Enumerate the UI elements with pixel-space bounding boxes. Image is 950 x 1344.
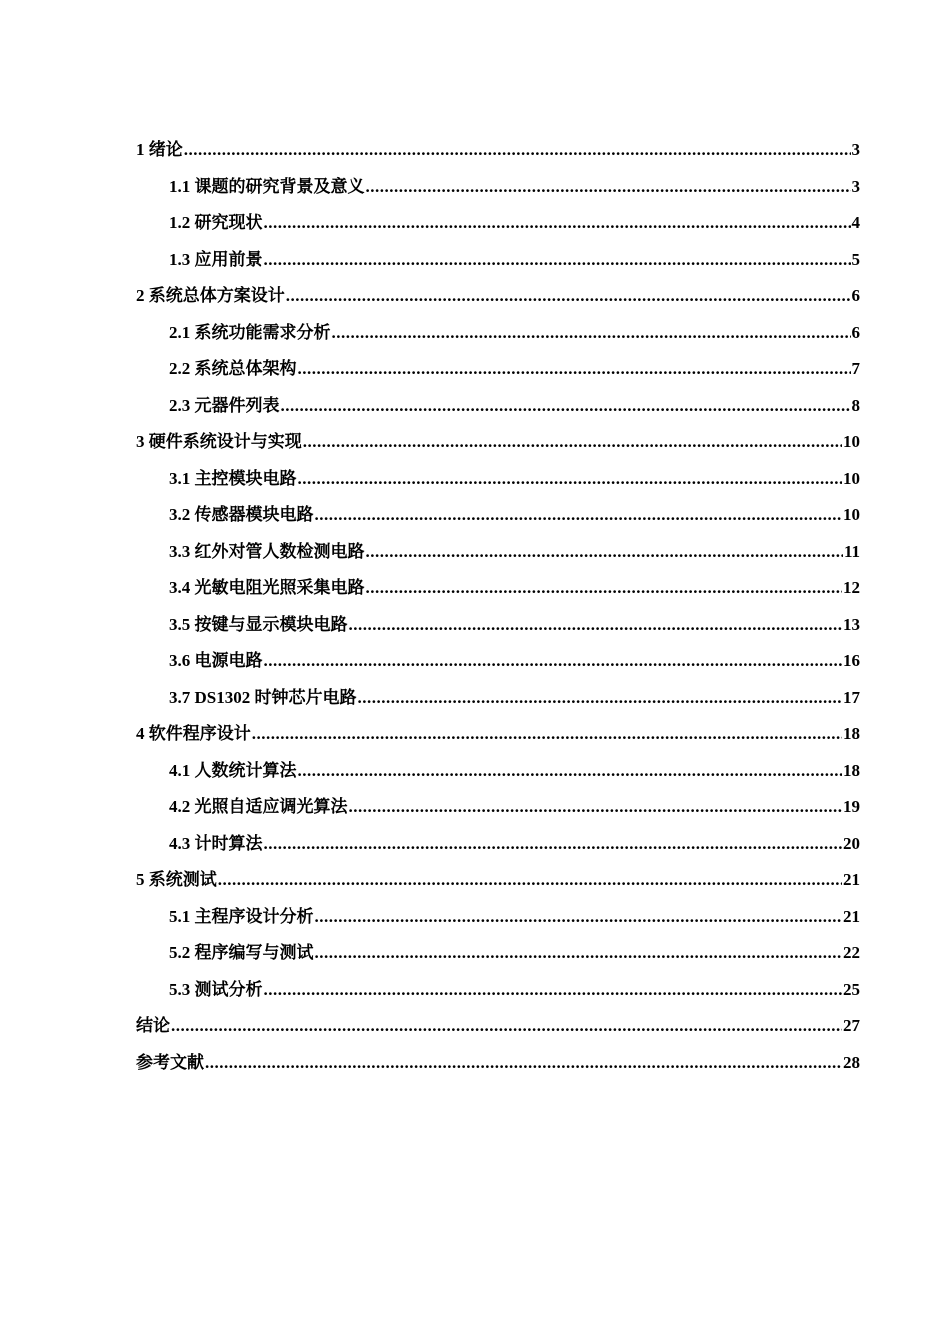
toc-entry-title: 3 硬件系统设计与实现 bbox=[136, 432, 302, 451]
dot-leader bbox=[357, 680, 842, 717]
toc-entry-title: 3.5 按键与显示模块电路 bbox=[169, 614, 348, 634]
toc-entry-title: 5.3 测试分析 bbox=[169, 979, 263, 999]
toc-entry-2-3[interactable] bbox=[136, 388, 860, 425]
toc-entry-title: 3.4 光敏电阻光照采集电路 bbox=[169, 578, 365, 597]
toc-entry-page: 13 bbox=[843, 614, 860, 634]
toc-entry-page: 18 bbox=[843, 760, 860, 780]
dot-leader bbox=[264, 205, 851, 242]
dot-leader bbox=[303, 424, 842, 461]
toc-entry-3-1[interactable] bbox=[136, 461, 860, 498]
table-of-contents bbox=[136, 132, 860, 1081]
toc-entry-page: 6 bbox=[851, 322, 860, 342]
toc-entry-page: 17 bbox=[843, 687, 860, 707]
dot-leader bbox=[366, 534, 843, 571]
toc-entry-conclusion[interactable] bbox=[136, 1008, 860, 1045]
toc-entry-title: 2.2 系统总体架构 bbox=[169, 359, 297, 378]
toc-entry-5-2[interactable] bbox=[136, 935, 860, 972]
toc-entry-page: 28 bbox=[843, 1052, 860, 1072]
toc-entry-2-2[interactable] bbox=[136, 351, 860, 388]
dot-leader bbox=[298, 351, 851, 388]
toc-entry-5[interactable] bbox=[136, 862, 860, 899]
dot-leader bbox=[315, 497, 843, 534]
toc-entry-5-1[interactable] bbox=[136, 899, 860, 936]
toc-entry-3-7[interactable] bbox=[136, 680, 860, 717]
toc-entry-title: 4 软件程序设计 bbox=[136, 724, 251, 743]
toc-entry-title: 2 系统总体方案设计 bbox=[136, 286, 285, 305]
toc-entry-page: 10 bbox=[843, 432, 860, 451]
toc-entry-1-1[interactable] bbox=[136, 169, 860, 206]
dot-leader bbox=[366, 570, 843, 607]
toc-entry-title: 3.7 DS1302 时钟芯片电路 bbox=[169, 687, 357, 707]
toc-entry-3[interactable] bbox=[136, 424, 860, 461]
toc-entry-page: 3 bbox=[851, 176, 860, 196]
dot-leader bbox=[315, 899, 843, 936]
toc-entry-3-3[interactable] bbox=[136, 534, 860, 571]
toc-entry-2[interactable] bbox=[136, 278, 860, 315]
toc-entry-title: 3.1 主控模块电路 bbox=[169, 468, 297, 488]
dot-leader bbox=[171, 1008, 842, 1045]
toc-entry-4-3[interactable] bbox=[136, 826, 860, 863]
dot-leader bbox=[332, 315, 851, 352]
toc-entry-title: 5 系统测试 bbox=[136, 870, 217, 889]
dot-leader bbox=[264, 826, 843, 863]
dot-leader bbox=[264, 972, 843, 1009]
dot-leader bbox=[286, 278, 851, 315]
toc-entry-page: 4 bbox=[851, 213, 860, 232]
toc-entry-title: 5.2 程序编写与测试 bbox=[169, 943, 314, 962]
toc-entry-4-1[interactable] bbox=[136, 753, 860, 790]
dot-leader bbox=[298, 753, 843, 790]
toc-entry-3-4[interactable] bbox=[136, 570, 860, 607]
toc-entry-page: 27 bbox=[843, 1016, 860, 1035]
dot-leader bbox=[349, 607, 843, 644]
dot-leader bbox=[184, 132, 851, 169]
toc-entry-5-3[interactable] bbox=[136, 972, 860, 1009]
toc-entry-1-3[interactable] bbox=[136, 242, 860, 279]
toc-entry-2-1[interactable] bbox=[136, 315, 860, 352]
toc-entry-title: 2.3 元器件列表 bbox=[169, 395, 280, 415]
toc-entry-page: 12 bbox=[843, 578, 860, 597]
toc-entry-4-2[interactable] bbox=[136, 789, 860, 826]
toc-entry-page: 3 bbox=[851, 140, 860, 159]
dot-leader bbox=[281, 388, 851, 425]
toc-entry-title: 4.3 计时算法 bbox=[169, 833, 263, 853]
toc-entry-page: 21 bbox=[843, 870, 860, 889]
toc-entry-references[interactable] bbox=[136, 1045, 860, 1082]
toc-entry-page: 11 bbox=[843, 541, 860, 561]
toc-entry-4[interactable] bbox=[136, 716, 860, 753]
dot-leader bbox=[315, 935, 843, 972]
dot-leader bbox=[205, 1045, 842, 1082]
toc-entry-page: 16 bbox=[843, 651, 860, 670]
toc-entry-page: 25 bbox=[843, 979, 860, 999]
toc-entry-1[interactable] bbox=[136, 132, 860, 169]
dot-leader bbox=[298, 461, 843, 498]
dot-leader bbox=[218, 862, 842, 899]
toc-entry-title: 2.1 系统功能需求分析 bbox=[169, 322, 331, 342]
toc-entry-page: 10 bbox=[843, 468, 860, 488]
toc-entry-page: 7 bbox=[851, 359, 860, 378]
toc-entry-page: 22 bbox=[843, 943, 860, 962]
toc-entry-title: 3.3 红外对管人数检测电路 bbox=[169, 541, 365, 561]
toc-entry-page: 18 bbox=[843, 724, 860, 743]
toc-entry-title: 5.1 主程序设计分析 bbox=[169, 906, 314, 926]
toc-entry-page: 6 bbox=[851, 286, 860, 305]
dot-leader bbox=[349, 789, 843, 826]
toc-entry-title: 4.2 光照自适应调光算法 bbox=[169, 797, 348, 816]
toc-entry-page: 21 bbox=[843, 906, 860, 926]
toc-entry-title: 1.3 应用前景 bbox=[169, 249, 263, 269]
toc-entry-page: 8 bbox=[851, 395, 860, 415]
toc-entry-3-6[interactable] bbox=[136, 643, 860, 680]
dot-leader bbox=[252, 716, 842, 753]
toc-entry-page: 19 bbox=[843, 797, 860, 816]
toc-entry-title: 1.1 课题的研究背景及意义 bbox=[169, 176, 365, 196]
dot-leader bbox=[264, 643, 843, 680]
toc-entry-title: 结论 bbox=[136, 1016, 170, 1035]
toc-entry-3-5[interactable] bbox=[136, 607, 860, 644]
toc-entry-title: 参考文献 bbox=[136, 1052, 204, 1072]
dot-leader bbox=[366, 169, 851, 206]
toc-entry-1-2[interactable] bbox=[136, 205, 860, 242]
toc-entry-title: 3.6 电源电路 bbox=[169, 651, 263, 670]
toc-entry-page: 5 bbox=[851, 249, 860, 269]
dot-leader bbox=[264, 242, 851, 279]
toc-entry-page: 20 bbox=[843, 833, 860, 853]
toc-entry-title: 4.1 人数统计算法 bbox=[169, 760, 297, 780]
toc-entry-title: 1 绪论 bbox=[136, 140, 183, 159]
toc-entry-page: 10 bbox=[843, 505, 860, 524]
toc-entry-3-2[interactable] bbox=[136, 497, 860, 534]
toc-entry-title: 3.2 传感器模块电路 bbox=[169, 505, 314, 524]
toc-entry-title: 1.2 研究现状 bbox=[169, 213, 263, 232]
